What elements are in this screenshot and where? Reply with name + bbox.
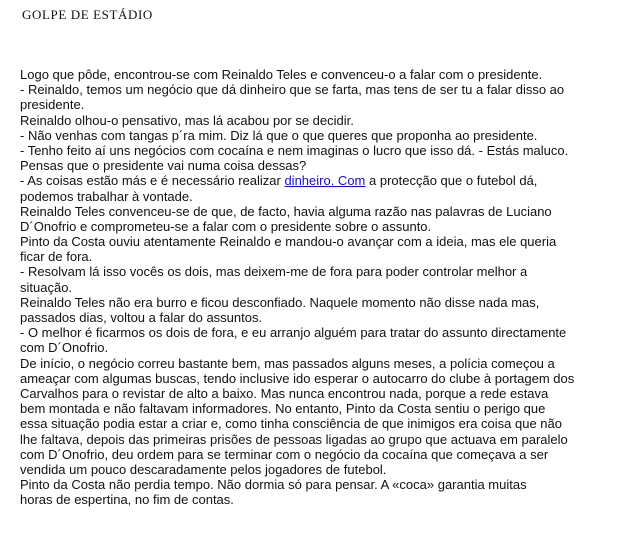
text-line: - Reinaldo, temos um negócio que dá dinheiro que se farta, mas tens de ser tu a falar disso ao bbox=[20, 82, 565, 98]
text-segment: - As coisas estão más e é necessário realizar bbox=[20, 173, 285, 189]
text-line-with-link bbox=[20, 173, 622, 188]
text-line: - Tenho feito aí uns negócios com cocaína e nem imaginas o lucro que isso dá. - Estás maluco. bbox=[20, 142, 569, 158]
text-line: com D´Onofrio, deu ordem para se terminar com o negócio da cocaína que começava a ser bbox=[20, 446, 549, 462]
text-line: Reinaldo Teles não era burro e ficou desconfiado. Naquele momento não disse nada mas, bbox=[20, 294, 540, 310]
text-line: podemos trabalhar à vontade. bbox=[20, 188, 193, 204]
dinheiro-link[interactable]: dinheiro. Com bbox=[284, 173, 366, 189]
text-line: Logo que pôde, encontrou-se com Reinaldo Teles e convenceu-o a falar com o presidente. bbox=[20, 67, 543, 82]
text-segment: a protecção que o futebol dá, bbox=[365, 173, 538, 189]
text-line: Reinaldo olhou-o pensativo, mas lá acabou por se decidir. bbox=[20, 112, 354, 128]
text-line: - O melhor é ficarmos os dois de fora, e eu arranjo alguém para tratar do assunto directamente bbox=[20, 325, 567, 341]
running-header: GOLPE DE ESTÁDIO bbox=[22, 7, 153, 22]
text-line: De início, o negócio correu bastante bem, mas passados alguns meses, a polícia começou a bbox=[20, 355, 555, 371]
text-line: situação. bbox=[20, 279, 73, 295]
text-line: - Não venhas com tangas p´ra mim. Diz lá que o que queres que proponha ao presidente. bbox=[20, 127, 538, 143]
text-line: Reinaldo Teles convenceu-se de que, de facto, havia alguma razão nas palavras de Luciano bbox=[20, 203, 552, 219]
text-line: essa situação podia estar a criar e, como tinha consciência de que inimigos era coisa que não bbox=[20, 416, 562, 432]
text-line: Carvalhos para o revistar de alto a baixo. Mas nunca encontrou nada, porque a rede estava bbox=[20, 385, 549, 401]
text-line: bem montada e não faltavam informadores. No entanto, Pinto da Costa sentiu o perigo que bbox=[20, 401, 546, 417]
text-line: Pinto da Costa ouviu atentamente Reinaldo e mandou-o avançar com a ideia, mas ele queria bbox=[20, 234, 557, 250]
text-line: passados dias, voltou a falar do assuntos. bbox=[20, 310, 263, 325]
text-line: lhe faltava, depois das primeiras prisões de pessoas ligadas ao grupo que actuava em paralelo bbox=[20, 431, 568, 447]
text-line: com D´Onofrio. bbox=[20, 340, 109, 356]
text-line: Pensas que o presidente vai numa coisa dessas? bbox=[20, 158, 307, 174]
text-line: horas de espertina, no fim de contas. bbox=[20, 492, 234, 508]
text-line: presidente. bbox=[20, 97, 85, 113]
text-line: - Resolvam lá isso vocês os dois, mas deixem-me de fora para poder controlar melhor a bbox=[20, 264, 528, 280]
text-line: ficar de fora. bbox=[20, 249, 93, 265]
text-line: vendida um pouco descaradamente pelos jogadores de futebol. bbox=[20, 461, 387, 477]
body-text bbox=[20, 67, 622, 507]
text-line: Pinto da Costa não perdia tempo. Não dormia só para pensar. A «coca» garantia muitas bbox=[20, 477, 527, 493]
text-line: D´Onofrio e comprometeu-se a falar com o presidente sobre o assunto. bbox=[20, 218, 432, 234]
text-line: ameaçar com algumas buscas, tendo inclusive ido esperar o autocarro do clube à portagem dos bbox=[20, 370, 575, 386]
